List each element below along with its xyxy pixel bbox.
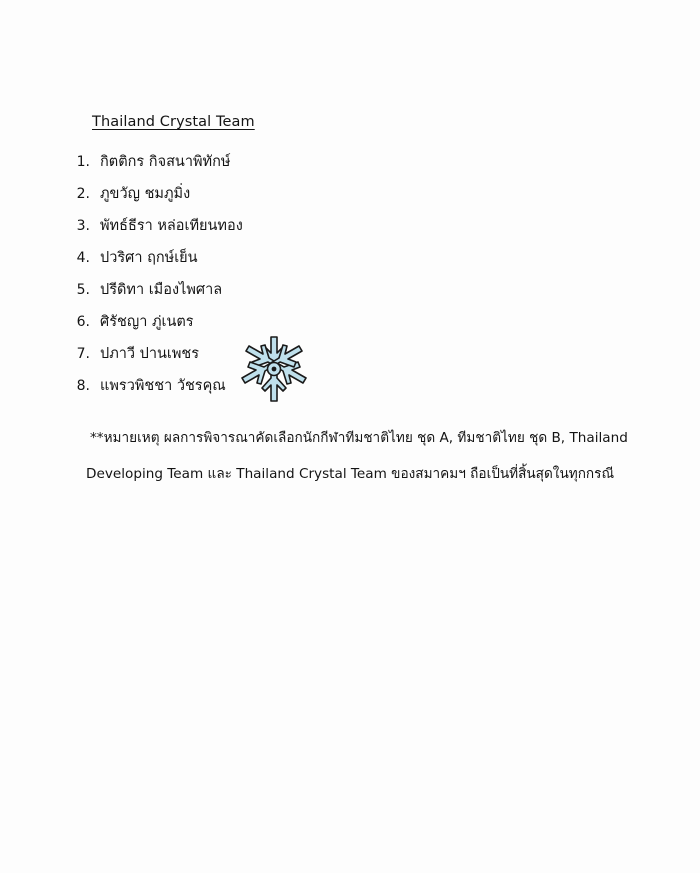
- list-item-label: ปรีดิทา เมืองไพศาล: [100, 282, 223, 298]
- footnote: [86, 420, 656, 492]
- list-item: [64, 178, 464, 210]
- list-item: [64, 210, 464, 242]
- list-item-number: 4.: [76, 250, 90, 266]
- list-item-number: 2.: [76, 186, 90, 202]
- page-title: Thailand Crystal Team: [92, 114, 255, 130]
- list-item: [64, 146, 464, 178]
- list-item-number: 6.: [76, 314, 90, 330]
- list-item-number: 3.: [76, 218, 90, 234]
- list-item-number: 5.: [76, 282, 90, 298]
- footnote-line-1: **หมายเหตุ ผลการพิจารณาคัดเลือกนักกีฬาทีมชาติไทย ชุด A, ทีมชาติไทย ชุด B, Thailand: [90, 430, 628, 446]
- list-item-label: ปภาวี ปานเพชร: [100, 346, 200, 362]
- list-item: [64, 242, 464, 274]
- list-item: [64, 274, 464, 306]
- list-item-label: กิตติกร กิจสนาพิทักษ์: [100, 154, 231, 170]
- list-item-number: 7.: [76, 346, 90, 362]
- list-item-label: พัทธ์ธีรา หล่อเทียนทอง: [100, 218, 243, 234]
- list-item-number: 8.: [76, 378, 90, 394]
- footnote-line-2: Developing Team และ Thailand Crystal Team ของสมาคมฯ ถือเป็นที่สิ้นสุดในทุกกรณี: [86, 466, 615, 482]
- list-item-label: ปวริศา ฤกษ์เย็น: [100, 250, 198, 266]
- list-item-label: แพรวพิชชา วัชรคุณ: [100, 378, 226, 394]
- list-item-label: ภูขวัญ ชมภูมิ่ง: [100, 186, 191, 202]
- list-item-label: ศิรัชญา ภู่เนตร: [100, 314, 194, 330]
- list-item-number: 1.: [76, 154, 90, 170]
- list-item: [64, 306, 464, 338]
- snowflake-icon: [238, 335, 310, 403]
